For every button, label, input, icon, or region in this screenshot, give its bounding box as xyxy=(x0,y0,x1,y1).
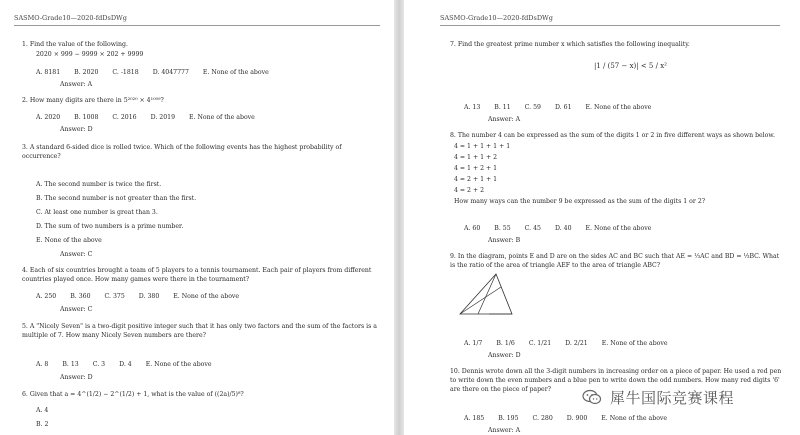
question-8-options xyxy=(464,225,665,232)
segment-cd xyxy=(478,274,496,314)
question-3-choice: A. The second number is twice the first. xyxy=(36,181,162,188)
question-8-stem: 8. The number 4 can be expressed as the sum of the digits 1 or 2 in five different ways as shown below. xyxy=(450,132,775,139)
option: B. 55 xyxy=(494,225,511,232)
question-2-options xyxy=(36,114,269,121)
option: E. None of the above xyxy=(202,69,269,76)
wechat-icon xyxy=(582,387,602,407)
option: D. 40 xyxy=(554,225,572,232)
option: E. None of the above xyxy=(601,415,668,422)
option: E. None of the above xyxy=(189,114,255,121)
option: D. 61 xyxy=(554,104,572,111)
question-3-answer: Answer: C xyxy=(60,251,93,258)
page-gutter xyxy=(394,0,404,435)
question-10-answer: Answer: A xyxy=(488,427,521,434)
question-9-answer: Answer: D xyxy=(488,352,521,359)
question-7-answer: Answer: A xyxy=(488,116,521,123)
triangle-abc xyxy=(460,274,512,314)
question-8-line: 4 = 2 + 1 + 1 xyxy=(454,176,498,183)
option: A. 8 xyxy=(36,361,49,368)
question-6-stem: 6. Given that a = 4^(1/2) − 2^(1/2) + 1, what is the value of ((2a)/5)⁸? xyxy=(22,391,244,398)
watermark-text: 犀牛国际竞赛课程 xyxy=(610,388,735,407)
question-6-choice: B. 2 xyxy=(36,421,49,428)
question-3-choice: D. The sum of two numbers is a prime number. xyxy=(36,223,184,230)
option: A. 13 xyxy=(464,104,481,111)
option: D. 4047777 xyxy=(152,69,189,76)
question-3-choice: E. None of the above xyxy=(36,237,102,244)
question-8-followup: How many ways can the number 9 be expressed as the sum of the digits 1 or 2? xyxy=(454,198,706,205)
question-3-choice: B. The second number is not greater than the first. xyxy=(36,195,197,202)
question-7-options xyxy=(464,104,665,111)
option: E. None of the above xyxy=(585,104,652,111)
question-4-options xyxy=(36,293,253,300)
option: A. 60 xyxy=(464,225,481,232)
question-3-choice: C. At least one number is great than 3. xyxy=(36,209,158,216)
left-page xyxy=(0,0,394,435)
question-7-stem: 7. Find the greatest prime number x which satisfies the following inequality. xyxy=(450,41,690,48)
option: E. None of the above xyxy=(173,293,240,300)
question-1-options xyxy=(36,69,283,76)
watermark xyxy=(582,386,772,408)
option: E. None of the above xyxy=(145,361,212,368)
page-header: SASMO-Grade10—2020-fdDsDWg xyxy=(14,14,380,26)
triangle-diagram xyxy=(456,272,516,318)
option: C. -1818 xyxy=(112,69,139,76)
option: A. 250 xyxy=(36,293,57,300)
question-5-answer: Answer: D xyxy=(60,374,93,381)
question-2-stem: 2. How many digits are there in 5²⁰²⁰ × 4¹⁰⁰⁹? xyxy=(22,97,164,104)
question-1-answer: Answer: A xyxy=(60,81,93,88)
option: B. 360 xyxy=(70,293,91,300)
option: C. 1/21 xyxy=(528,340,552,347)
option: C. 280 xyxy=(532,415,553,422)
option: D. 900 xyxy=(566,415,588,422)
question-8-line: 4 = 1 + 2 + 1 xyxy=(454,165,498,172)
right-page xyxy=(404,0,800,435)
question-10-stem: 10. Dennis wrote down all the 3-digit numbers in increasing order on a piece of paper. He used a red pen to write down the even numbers and a blue pen to write down the odd numbers. How many red digits '6' are there on the piece of paper? xyxy=(450,368,782,393)
option: C. 3 xyxy=(92,361,106,368)
question-5-options xyxy=(36,361,226,368)
question-8-line: 4 = 2 + 2 xyxy=(454,187,485,194)
option: D. 380 xyxy=(138,293,160,300)
question-3-stem: 3. A standard 6-sided dice is rolled twice. Which of the following events has the highest probability of occurrence? xyxy=(22,144,342,160)
option: A. 8181 xyxy=(36,69,61,76)
option: B. 2020 xyxy=(74,69,99,76)
question-9-options xyxy=(464,340,682,347)
question-1-expression: 2020 × 999 − 9999 × 202 + 9999 xyxy=(36,51,144,58)
question-8-answer: Answer: B xyxy=(488,237,521,244)
option: B. 13 xyxy=(62,361,79,368)
question-6-choice: A. 4 xyxy=(36,407,49,414)
option: B. 1/6 xyxy=(496,340,515,347)
option: E. None of the above xyxy=(585,225,652,232)
option: C. 2016 xyxy=(112,114,137,121)
option: A. 1/7 xyxy=(464,340,483,347)
option: D. 2/21 xyxy=(565,340,588,347)
question-4-answer: Answer: C xyxy=(60,306,93,313)
option: B. 195 xyxy=(498,415,519,422)
question-9-stem: 9. In the diagram, points E and D are on the sides AC and BC such that AE = ⅓AC and BD = ⅓BC. What is the ratio of the area of triangle AEF to the area of triangle ABC? xyxy=(450,253,780,269)
page-header: SASMO-Grade10—2020-fdDsDWg xyxy=(440,14,780,26)
question-2-answer: Answer: D xyxy=(60,126,93,133)
option: B. 11 xyxy=(494,104,511,111)
option: C. 45 xyxy=(524,225,541,232)
question-8-line: 4 = 1 + 1 + 2 xyxy=(454,154,498,161)
option: A. 2020 xyxy=(36,114,61,121)
question-1-stem: 1. Find the value of the following. xyxy=(22,41,128,48)
question-5-stem: 5. A "Nicely Seven" is a two-digit positive integer such that it has only two factors and the sum of the factors is a multiple of 7. How many Nicely Seven numbers are there? xyxy=(22,323,377,339)
option: D. 4 xyxy=(119,361,132,368)
option: D. 2019 xyxy=(150,114,176,121)
option: C. 375 xyxy=(104,293,125,300)
question-7-inequality: |1 / (57 − x)| < 5 / x² xyxy=(594,62,667,70)
question-10-options xyxy=(464,415,681,422)
question-8-line: 4 = 1 + 1 + 1 + 1 xyxy=(454,143,511,150)
question-4-stem: 4. Each of six countries brought a team of 5 players to a tennis tournament. Each pair of players from different countries played once. How many games were there in the tournament? xyxy=(22,267,372,283)
option: B. 1008 xyxy=(74,114,99,121)
option: A. 185 xyxy=(464,415,485,422)
option: E. None of the above xyxy=(601,340,668,347)
option: C. 59 xyxy=(524,104,541,111)
